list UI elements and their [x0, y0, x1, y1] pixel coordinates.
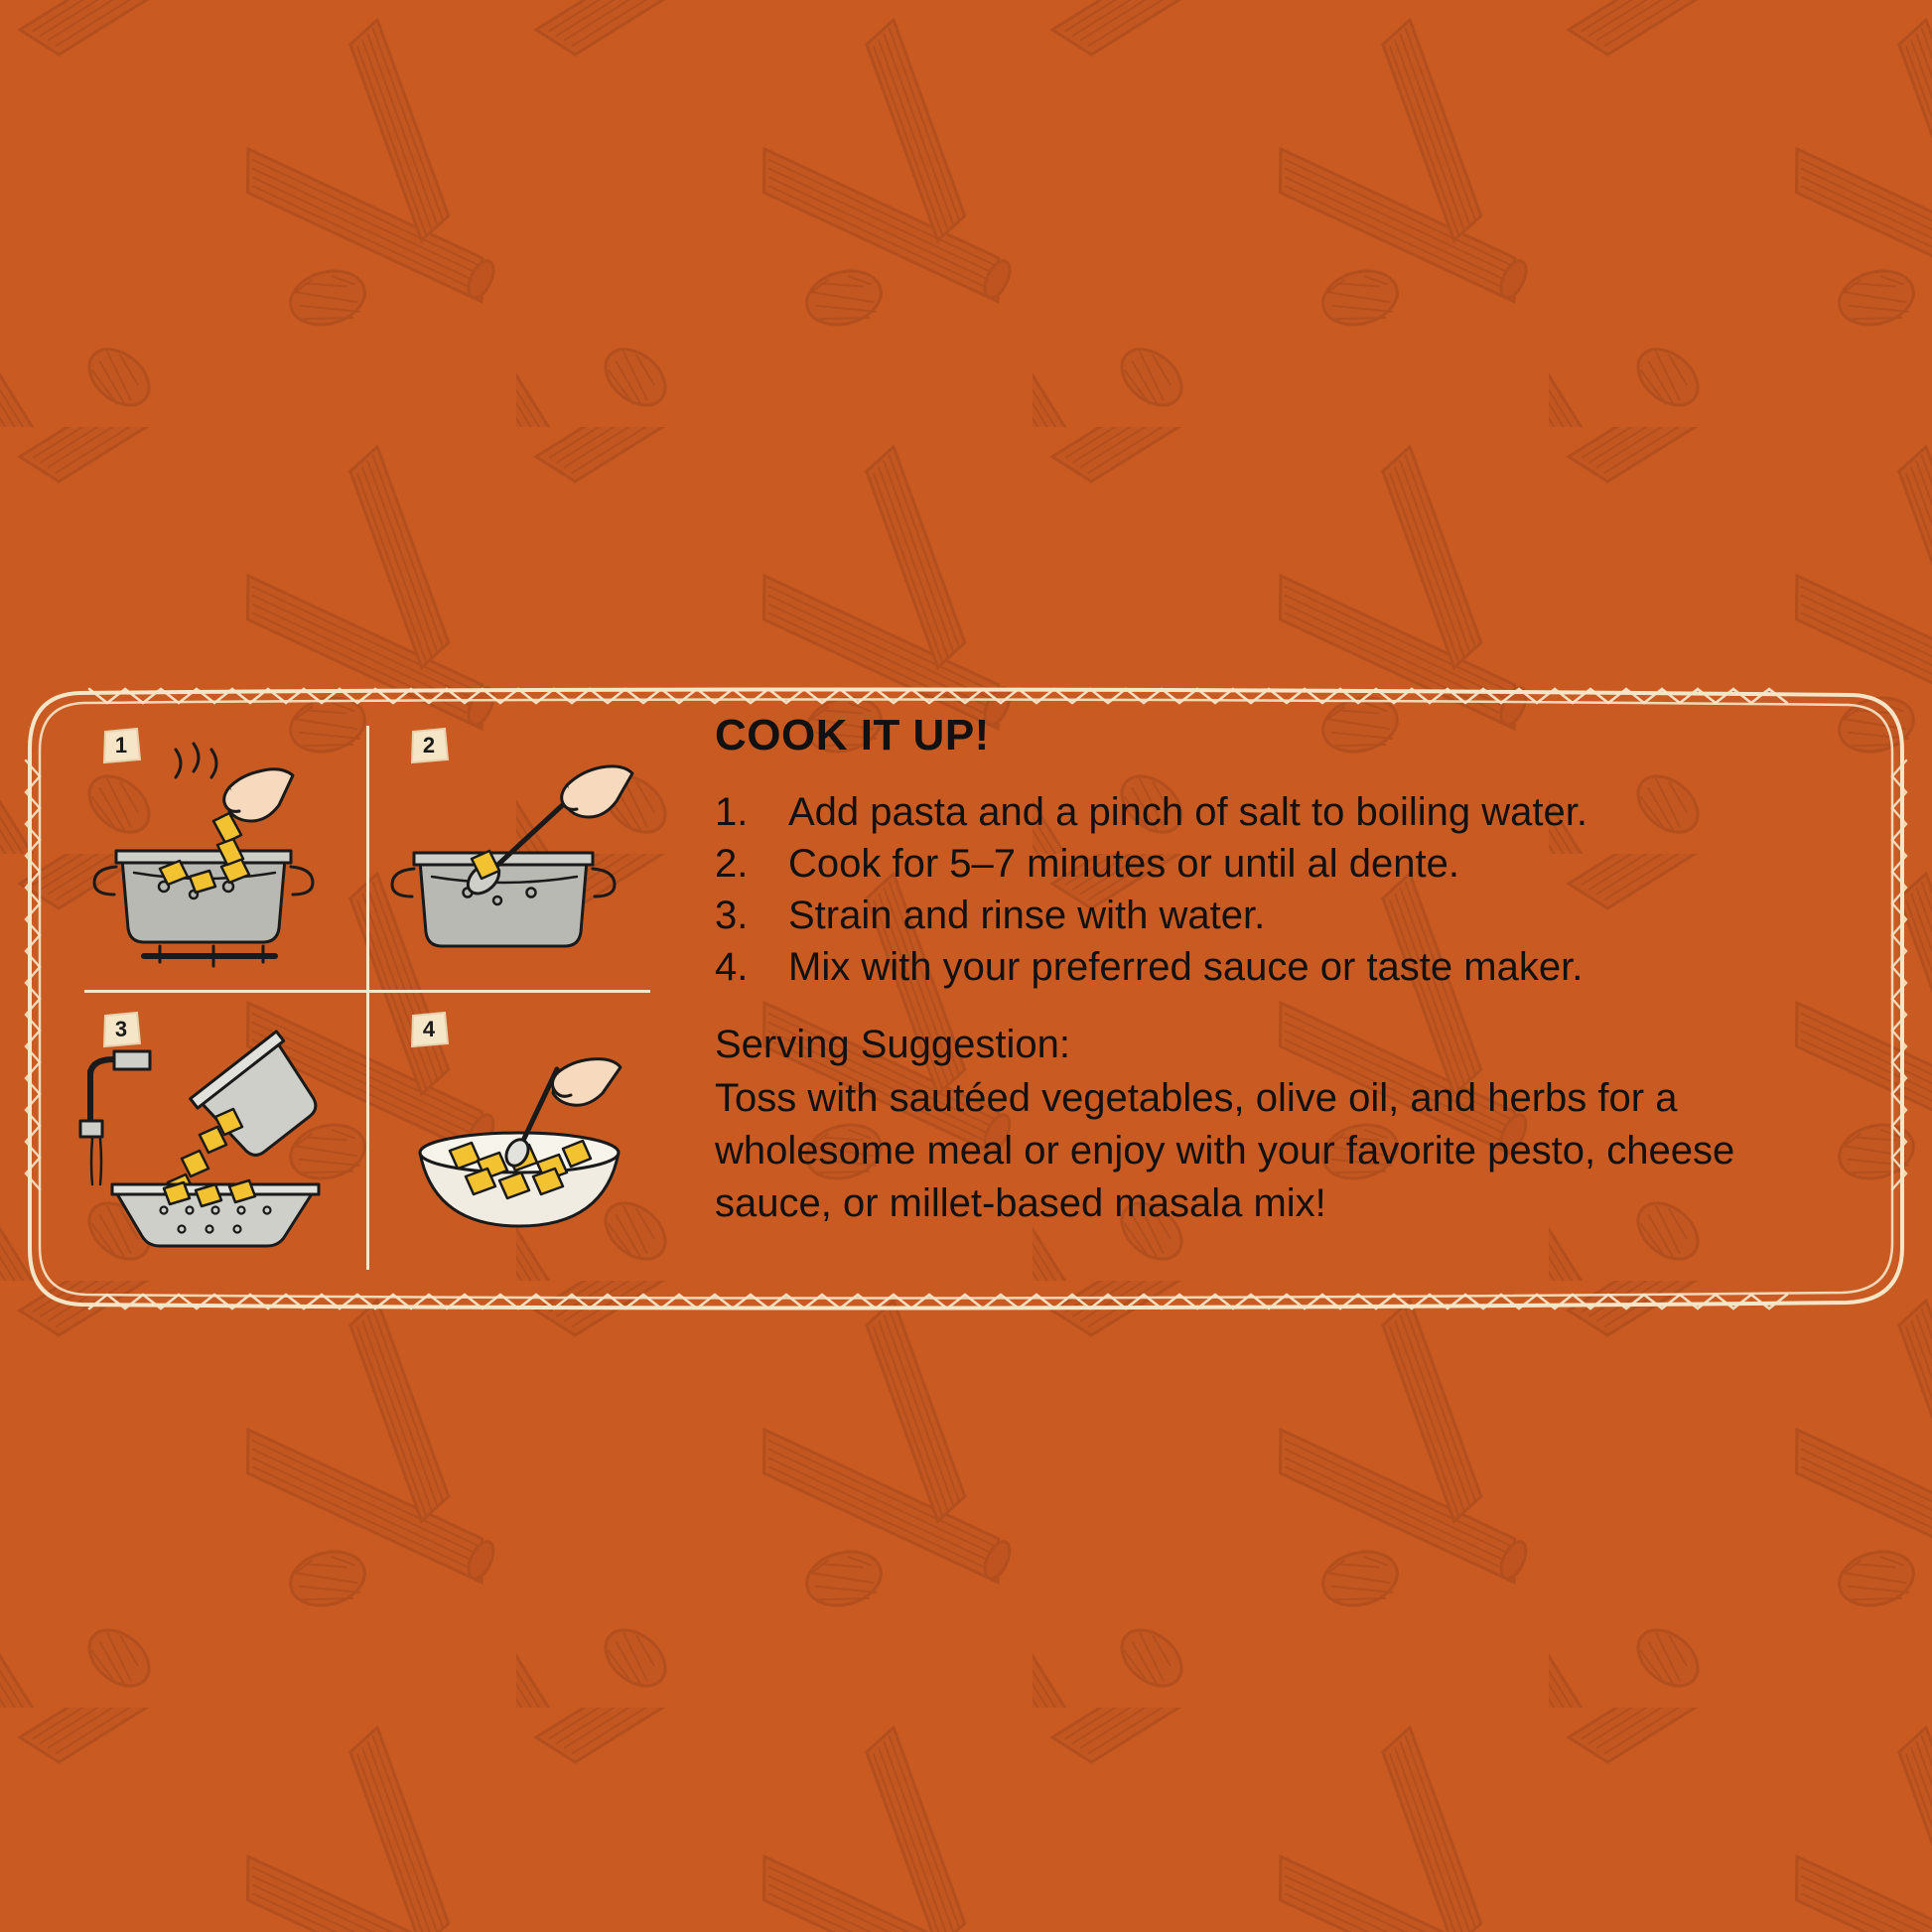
step-badge-2-label: 2 [422, 733, 436, 758]
grid-divider-horizontal [84, 990, 650, 993]
cooking-step-text: Mix with your preferred sauce or taste maker. [788, 945, 1584, 989]
step-illustrations-grid [65, 716, 670, 1282]
step-badge-3-label: 3 [114, 1017, 128, 1041]
cooking-step-number: 3. [715, 894, 749, 937]
step-illustration-2 [372, 716, 670, 986]
cooking-steps-list [715, 786, 1876, 993]
grid-divider-vertical [366, 726, 369, 1270]
pot-with-hand-adding-pasta-icon [65, 742, 362, 980]
cook-it-up-heading: COOK IT UP! [715, 711, 990, 759]
cooking-step-number: 2. [715, 842, 749, 886]
cooking-step-number: 4. [715, 945, 749, 989]
serving-suggestion-label: Serving Suggestion: [715, 1023, 1071, 1066]
cooking-step-number: 1. [715, 790, 749, 834]
step-badge-1-label: 1 [114, 733, 128, 758]
colander-under-tap-draining-pasta-icon [65, 1026, 362, 1264]
cooking-step-text: Strain and rinse with water. [788, 894, 1266, 937]
cooking-instructions-panel [20, 681, 1912, 1316]
cooking-step-text: Add pasta and a pinch of salt to boiling water. [788, 790, 1587, 834]
step-badge-4-label: 4 [422, 1017, 436, 1041]
bowl-with-hand-mixing-pasta-icon [372, 1026, 670, 1264]
cooking-step-item [715, 890, 1876, 941]
cooking-step-item [715, 941, 1876, 993]
step-illustration-3 [65, 1000, 362, 1270]
cooking-step-item [715, 838, 1876, 890]
recipe-text-column [715, 711, 1876, 1229]
step-illustration-1 [65, 716, 362, 986]
cooking-step-text: Cook for 5–7 minutes or until al dente. [788, 842, 1459, 886]
serving-suggestion-text: Toss with sautéed vegetables, olive oil, and herbs for a wholesome meal or enjoy with your favorite pesto, cheese sauce, or millet-based masala mix! [715, 1076, 1735, 1225]
cooking-step-item [715, 786, 1876, 838]
step-illustration-4 [372, 1000, 670, 1270]
pot-with-hand-stirring-icon [372, 742, 670, 980]
